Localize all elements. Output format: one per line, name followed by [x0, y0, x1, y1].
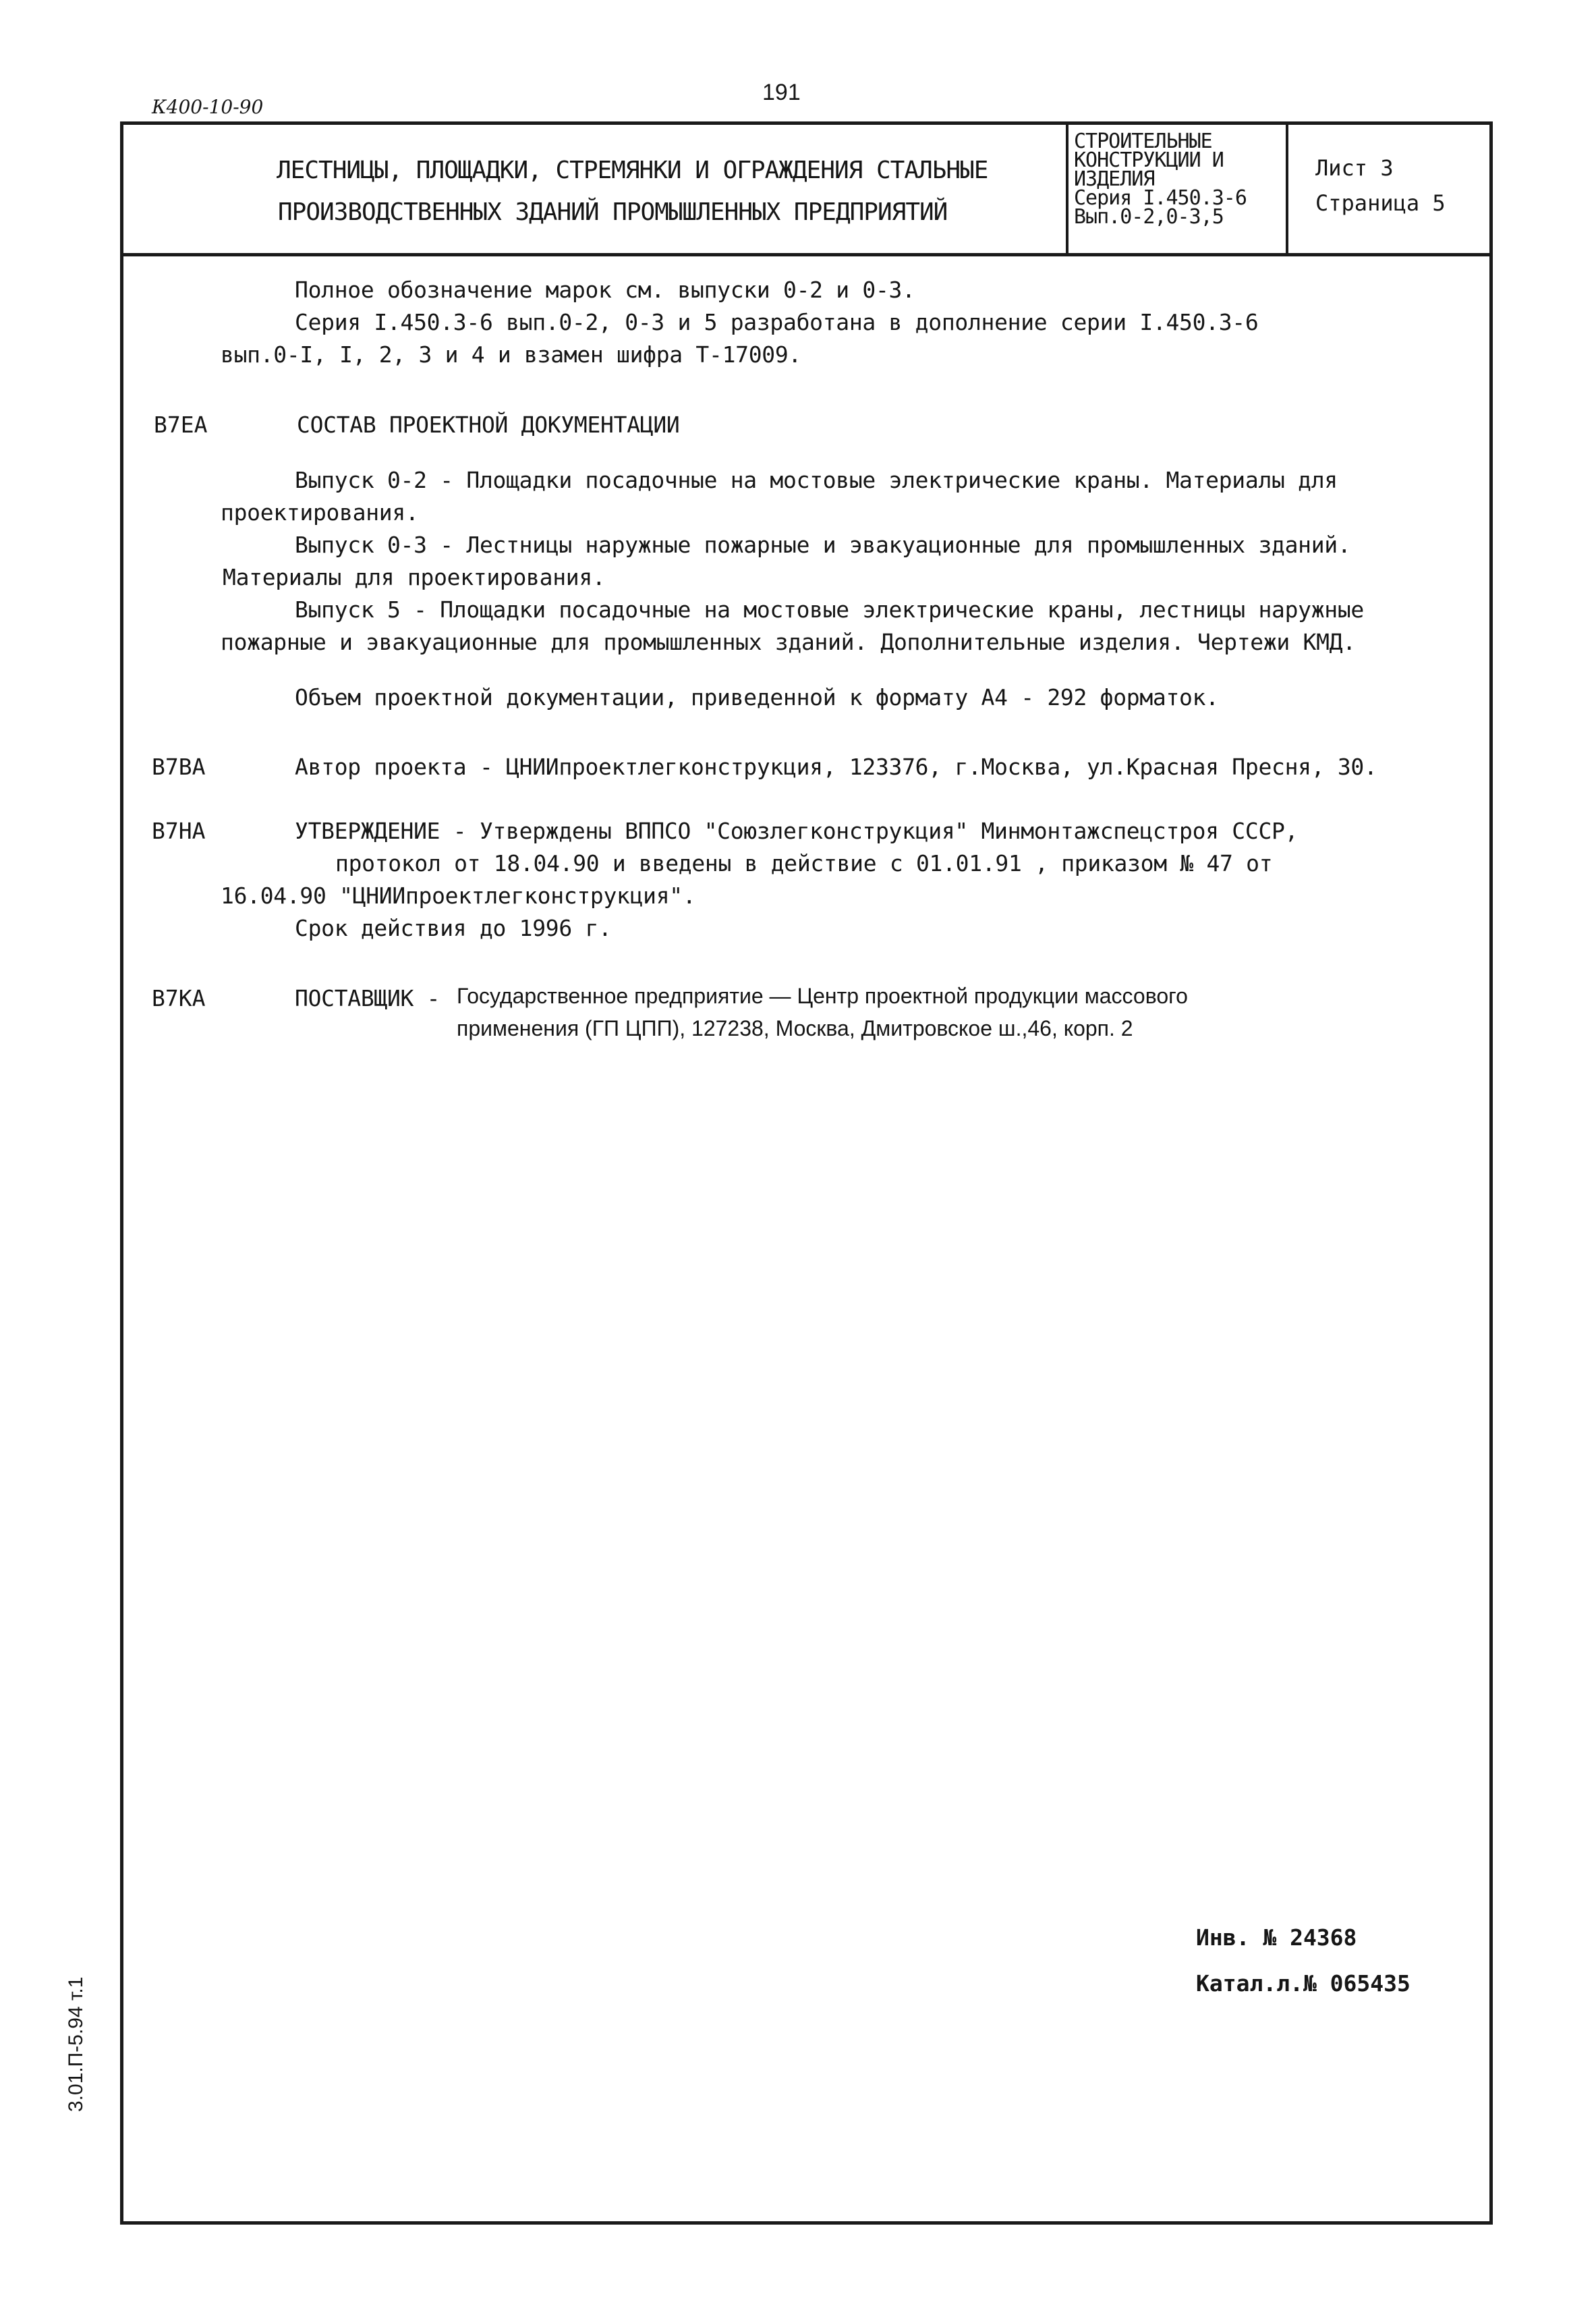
composition-line-4: Материалы для проектирования. — [223, 564, 606, 590]
composition-line-2: проектирования. — [221, 499, 419, 526]
series-block-line-4: Серия I.450.3-6 — [1074, 186, 1247, 210]
supplier-line-1: Государственное предприятие — Центр проектной продукции массового — [457, 984, 1188, 1008]
catalog-sheet-number: Катал.л.№ 065435 — [1196, 1970, 1410, 1997]
series-block-line-3: ИЗДЕЛИЯ — [1074, 167, 1155, 191]
section-code-b7ea: В7ЕА — [154, 412, 208, 438]
title-block-divider-1 — [1066, 121, 1068, 253]
document-code: К400-10-90 — [152, 96, 264, 118]
intro-line-2: Серия I.450.3-6 вып.0-2, 0-3 и 5 разработана в дополнение серии I.450.3-6 — [295, 309, 1259, 335]
documentation-volume: Объем проектной документации, приведенной к формату А4 - 292 форматок. — [295, 684, 1219, 710]
composition-line-6: пожарные и эвакуационные для промышленных зданий. Дополнительные изделия. Чертежи КМД. — [221, 629, 1356, 655]
title-block — [120, 121, 1493, 256]
page-number-label: Страница 5 — [1315, 190, 1446, 216]
intro-line-1: Полное обозначение марок см. выпуски 0-2 и 0-3. — [295, 277, 915, 303]
sheet-number: Лист 3 — [1315, 155, 1394, 181]
composition-line-1: Выпуск 0-2 - Площадки посадочные на мостовые электрические краны. Материалы для — [295, 467, 1338, 493]
series-block-line-5: Вып.0-2,0-3,5 — [1074, 205, 1224, 229]
approval-line-1: УТВЕРЖДЕНИЕ - Утверждены ВППСО "Союзлегконструкция" Минмонтажспецстроя СССР, — [295, 818, 1299, 844]
intro-line-3: вып.0-I, I, 2, 3 и 4 и взамен шифра Т-17009. — [221, 341, 801, 368]
section-code-b7ha: В7НА — [152, 818, 206, 844]
inventory-number: Инв. № 24368 — [1196, 1924, 1357, 1951]
composition-line-3: Выпуск 0-3 - Лестницы наружные пожарные и эвакуационные для промышленных зданий. — [295, 532, 1351, 558]
series-block-line-2: КОНСТРУКЦИИ И — [1074, 148, 1224, 172]
supplier-line-2: применения (ГП ЦПП), 127238, Москва, Дмитровское ш.,46, корп. 2 — [457, 1016, 1133, 1040]
section-code-b7ba: В7ВА — [152, 754, 206, 780]
section-title-composition: СОСТАВ ПРОЕКТНОЙ ДОКУМЕНТАЦИИ — [297, 412, 680, 438]
page-number: 191 — [762, 80, 801, 105]
project-author: Автор проекта - ЦНИИпроектлегконструкция, 123376, г.Москва, ул.Красная Пресня, 30. — [295, 754, 1377, 780]
side-stamp: 3.01.П-5.94 т.1 — [65, 1976, 87, 2112]
title-block-divider-2 — [1286, 121, 1288, 253]
validity-period: Срок действия до 1996 г. — [295, 915, 612, 941]
approval-line-3: 16.04.90 "ЦНИИпроектлегконструкция". — [221, 883, 696, 909]
series-block-line-1: СТРОИТЕЛЬНЫЕ — [1074, 130, 1212, 153]
composition-line-5: Выпуск 5 - Площадки посадочные на мостовые электрические краны, лестницы наружные — [295, 596, 1364, 623]
supplier-label: ПОСТАВЩИК - — [295, 985, 440, 1011]
approval-line-2: протокол от 18.04.90 и введены в действие с 01.01.91 , приказом № 47 от — [335, 850, 1273, 876]
document-title-line-1: ЛЕСТНИЦЫ, ПЛОЩАДКИ, СТРЕМЯНКИ И ОГРАЖДЕНИЯ СТАЛЬНЫЕ — [277, 157, 988, 184]
document-title-line-2: ПРОИЗВОДСТВЕННЫХ ЗДАНИЙ ПРОМЫШЛЕННЫХ ПРЕДПРИЯТИЙ — [278, 198, 948, 226]
section-code-b7ka: В7КА — [152, 985, 206, 1011]
